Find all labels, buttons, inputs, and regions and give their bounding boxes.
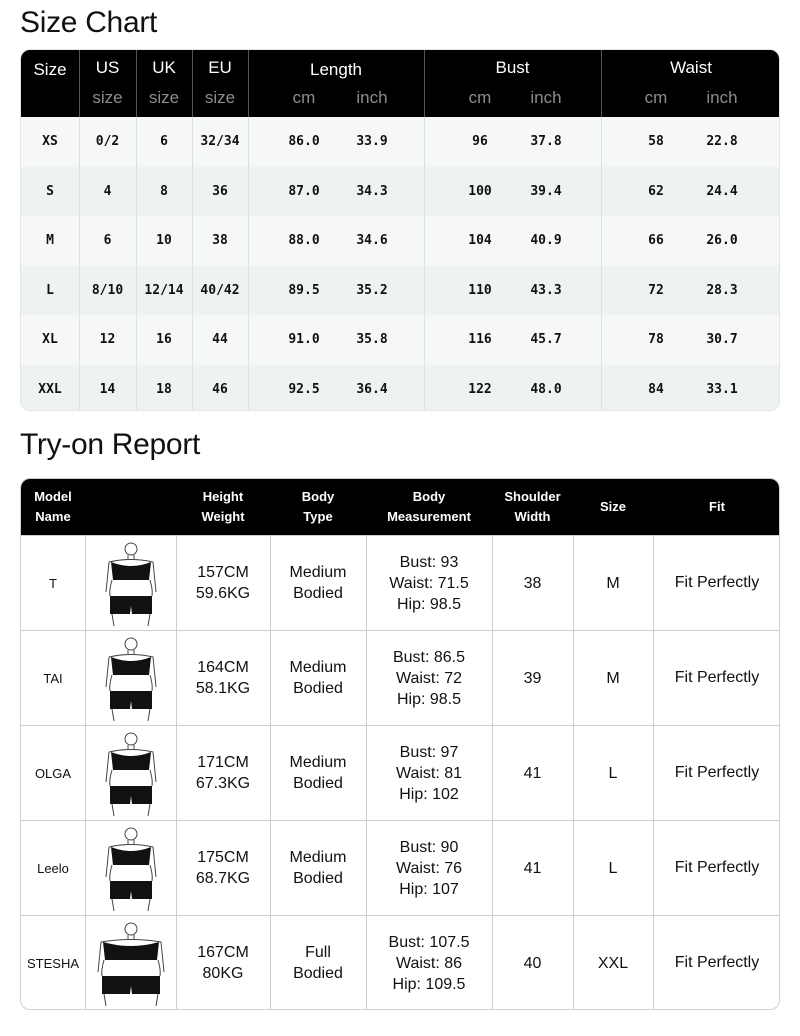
header-us: US [95, 58, 120, 77]
model-name: Leelo [37, 860, 69, 876]
size-cell-uk: 8 [160, 183, 168, 199]
header-body-measurement: Body Measurement [387, 489, 471, 524]
fit-result: Fit Perfectly [674, 764, 760, 781]
header-bust: Bust [495, 58, 530, 77]
size-cell-eu: 44 [212, 332, 228, 347]
size-cell-bust-in: 48.0 [530, 381, 562, 397]
fitted-size: L [608, 764, 618, 782]
weight-value: 67.3KG [195, 775, 251, 792]
size-cell-len-cm: 88.0 [288, 233, 320, 248]
waist-value: Waist: 71.5 [389, 574, 469, 592]
body-type: Medium Bodied [289, 754, 347, 792]
size-cell-eu: 46 [212, 381, 228, 397]
header-uk-sub: size [148, 88, 180, 107]
shoulder-width: 41 [523, 859, 542, 877]
bust-value: Bust: 97 [399, 743, 459, 761]
height-weight [176, 916, 270, 1010]
size-cell-len-in: 35.8 [356, 332, 388, 347]
height-value: 164CM [197, 659, 249, 676]
size-cell-uk: 10 [156, 233, 172, 248]
size-cell-eu: 32/34 [200, 134, 240, 149]
header-fit: Fit [709, 499, 725, 514]
size-cell-eu: 36 [212, 183, 228, 199]
hip-value: Hip: 102 [399, 785, 459, 803]
size-cell-size: XL [42, 332, 58, 347]
size-cell-eu: 38 [212, 233, 228, 248]
header-height-weight: Height Weight [201, 489, 245, 524]
size-cell-len-cm: 89.5 [288, 282, 320, 298]
body-type: Medium Bodied [289, 564, 347, 602]
size-chart-header [21, 50, 780, 117]
size-cell-us: 0/2 [95, 134, 120, 149]
size-cell-bust-in: 40.9 [530, 233, 562, 248]
size-row [21, 266, 780, 316]
size-cell-us: 4 [103, 183, 112, 199]
header-bust-inch: inch [530, 88, 562, 107]
header-bust-cm: cm [468, 88, 492, 107]
weight-value: 58.1KG [195, 680, 251, 697]
size-cell-bust-cm: 110 [468, 282, 492, 298]
size-cell-size: XXL [38, 381, 62, 397]
size-cell-size: M [46, 233, 54, 248]
shoulder-width: 41 [523, 764, 542, 782]
height-value: 167CM [197, 944, 249, 961]
tryon-row [21, 535, 780, 630]
header-length-cm: cm [292, 88, 316, 107]
bust-value: Bust: 93 [399, 553, 459, 571]
tryon-row [21, 915, 780, 1010]
model-name: OLGA [34, 765, 72, 781]
tryon-report-table [20, 478, 780, 1010]
model-name: TAI [43, 670, 63, 686]
header-shoulder-width: Shoulder Width [504, 489, 561, 524]
header-model-name: Model Name [34, 489, 72, 524]
size-row [21, 167, 780, 217]
size-cell-len-cm: 86.0 [288, 134, 320, 149]
size-cell-len-in: 36.4 [356, 381, 388, 397]
size-cell-bust-cm: 122 [468, 381, 492, 397]
size-cell-waist-in: 30.7 [706, 332, 738, 347]
size-cell-waist-cm: 72 [648, 282, 664, 298]
size-chart-table [20, 49, 780, 411]
fit-result: Fit Perfectly [674, 574, 760, 591]
body-measurement [366, 536, 492, 630]
tryon-row [21, 725, 780, 820]
shoulder-width: 38 [523, 574, 542, 592]
size-chart-title: Size Chart [20, 6, 158, 39]
size-cell-waist-cm: 62 [648, 183, 664, 199]
waist-value: Waist: 72 [395, 669, 463, 687]
tryon-report-title: Try-on Report [20, 428, 201, 461]
header-eu-sub: size [204, 88, 236, 107]
size-cell-us: 8/10 [91, 282, 124, 298]
body-type: Medium Bodied [289, 659, 347, 697]
height-value: 157CM [197, 564, 249, 581]
size-cell-bust-cm: 96 [472, 134, 488, 149]
size-cell-waist-in: 33.1 [706, 381, 738, 397]
header-size: Size [33, 60, 67, 79]
fitted-size: L [608, 859, 618, 877]
model-figure-image [85, 536, 176, 630]
size-row [21, 365, 780, 412]
size-cell-bust-in: 43.3 [530, 282, 562, 298]
bust-value: Bust: 107.5 [388, 933, 470, 951]
model-name: STESHA [26, 955, 79, 971]
weight-value: 68.7KG [195, 870, 251, 887]
weight-value: 59.6KG [195, 585, 251, 602]
shoulder-width: 39 [523, 669, 542, 687]
height-weight [176, 821, 270, 915]
fit-result: Fit Perfectly [674, 954, 760, 971]
size-cell-eu: 40/42 [200, 282, 240, 298]
height-weight [176, 631, 270, 725]
size-cell-bust-in: 45.7 [530, 332, 562, 347]
size-cell-size: XS [42, 134, 58, 149]
shoulder-width: 40 [523, 954, 542, 972]
header-body-type: Body Type [301, 489, 335, 524]
size-cell-bust-in: 39.4 [530, 183, 562, 199]
size-row [21, 315, 780, 365]
height-value: 171CM [197, 754, 249, 771]
height-weight [176, 536, 270, 630]
body-measurement [366, 821, 492, 915]
size-cell-bust-cm: 100 [468, 183, 492, 199]
size-cell-len-cm: 91.0 [288, 332, 320, 347]
model-figure-image [85, 726, 176, 820]
header-length-inch: inch [356, 88, 388, 107]
waist-value: Waist: 86 [395, 954, 463, 972]
size-row [21, 216, 780, 266]
body-measurement [366, 916, 492, 1010]
size-cell-size: L [46, 282, 54, 298]
size-cell-uk: 18 [156, 381, 172, 397]
size-cell-us: 12 [99, 332, 116, 347]
body-measurement [366, 726, 492, 820]
body-type: Full Bodied [293, 944, 343, 982]
hip-value: Hip: 107 [399, 880, 459, 898]
header-size: Size [599, 499, 626, 514]
model-name: T [49, 575, 57, 591]
body-measurement [366, 631, 492, 725]
size-cell-waist-in: 24.4 [706, 183, 738, 199]
size-cell-bust-in: 37.8 [530, 134, 562, 149]
waist-value: Waist: 81 [395, 764, 463, 782]
size-cell-len-cm: 92.5 [288, 381, 320, 397]
model-figure-image [85, 631, 176, 725]
header-waist-cm: cm [644, 88, 668, 107]
size-cell-size: S [46, 183, 54, 199]
size-cell-uk: 12/14 [144, 282, 184, 298]
height-weight [176, 726, 270, 820]
header-uk: UK [152, 58, 176, 77]
size-cell-us: 14 [99, 381, 116, 397]
waist-value: Waist: 76 [395, 859, 463, 877]
size-cell-bust-cm: 116 [468, 332, 492, 347]
header-eu: EU [208, 58, 232, 77]
hip-value: Hip: 98.5 [396, 595, 462, 613]
size-row [21, 117, 780, 167]
fit-result: Fit Perfectly [674, 669, 760, 686]
bust-value: Bust: 86.5 [392, 648, 466, 666]
body-type: Medium Bodied [289, 849, 347, 887]
fitted-size: M [606, 574, 620, 592]
hip-value: Hip: 98.5 [396, 690, 462, 708]
fit-result: Fit Perfectly [674, 859, 760, 876]
size-cell-waist-in: 22.8 [706, 134, 738, 149]
size-cell-waist-cm: 78 [648, 332, 664, 347]
fitted-size: XXL [597, 954, 629, 972]
size-cell-len-in: 34.6 [356, 233, 388, 248]
tryon-header [21, 479, 780, 535]
size-cell-len-in: 35.2 [356, 282, 388, 298]
size-cell-waist-cm: 66 [648, 233, 664, 248]
size-cell-len-in: 33.9 [356, 134, 388, 149]
bust-value: Bust: 90 [399, 838, 459, 856]
header-waist-inch: inch [706, 88, 738, 107]
model-figure-image [85, 916, 176, 1010]
size-cell-len-in: 34.3 [356, 183, 388, 199]
size-cell-uk: 16 [156, 332, 172, 347]
size-cell-uk: 6 [160, 134, 168, 149]
header-waist: Waist [670, 58, 712, 77]
size-cell-us: 6 [103, 233, 112, 248]
model-figure-image [85, 821, 176, 915]
size-cell-waist-cm: 58 [648, 134, 664, 149]
header-length: Length [310, 60, 362, 79]
size-cell-waist-in: 28.3 [706, 282, 738, 298]
tryon-row [21, 630, 780, 725]
size-cell-waist-in: 26.0 [706, 233, 738, 248]
size-cell-len-cm: 87.0 [288, 183, 320, 199]
size-cell-bust-cm: 104 [468, 233, 492, 248]
weight-value: 80KG [202, 965, 244, 982]
fitted-size: M [606, 669, 620, 687]
hip-value: Hip: 109.5 [392, 975, 466, 993]
header-us-sub: size [92, 88, 123, 107]
tryon-row [21, 820, 780, 915]
height-value: 175CM [197, 849, 249, 866]
size-cell-waist-cm: 84 [648, 381, 664, 397]
